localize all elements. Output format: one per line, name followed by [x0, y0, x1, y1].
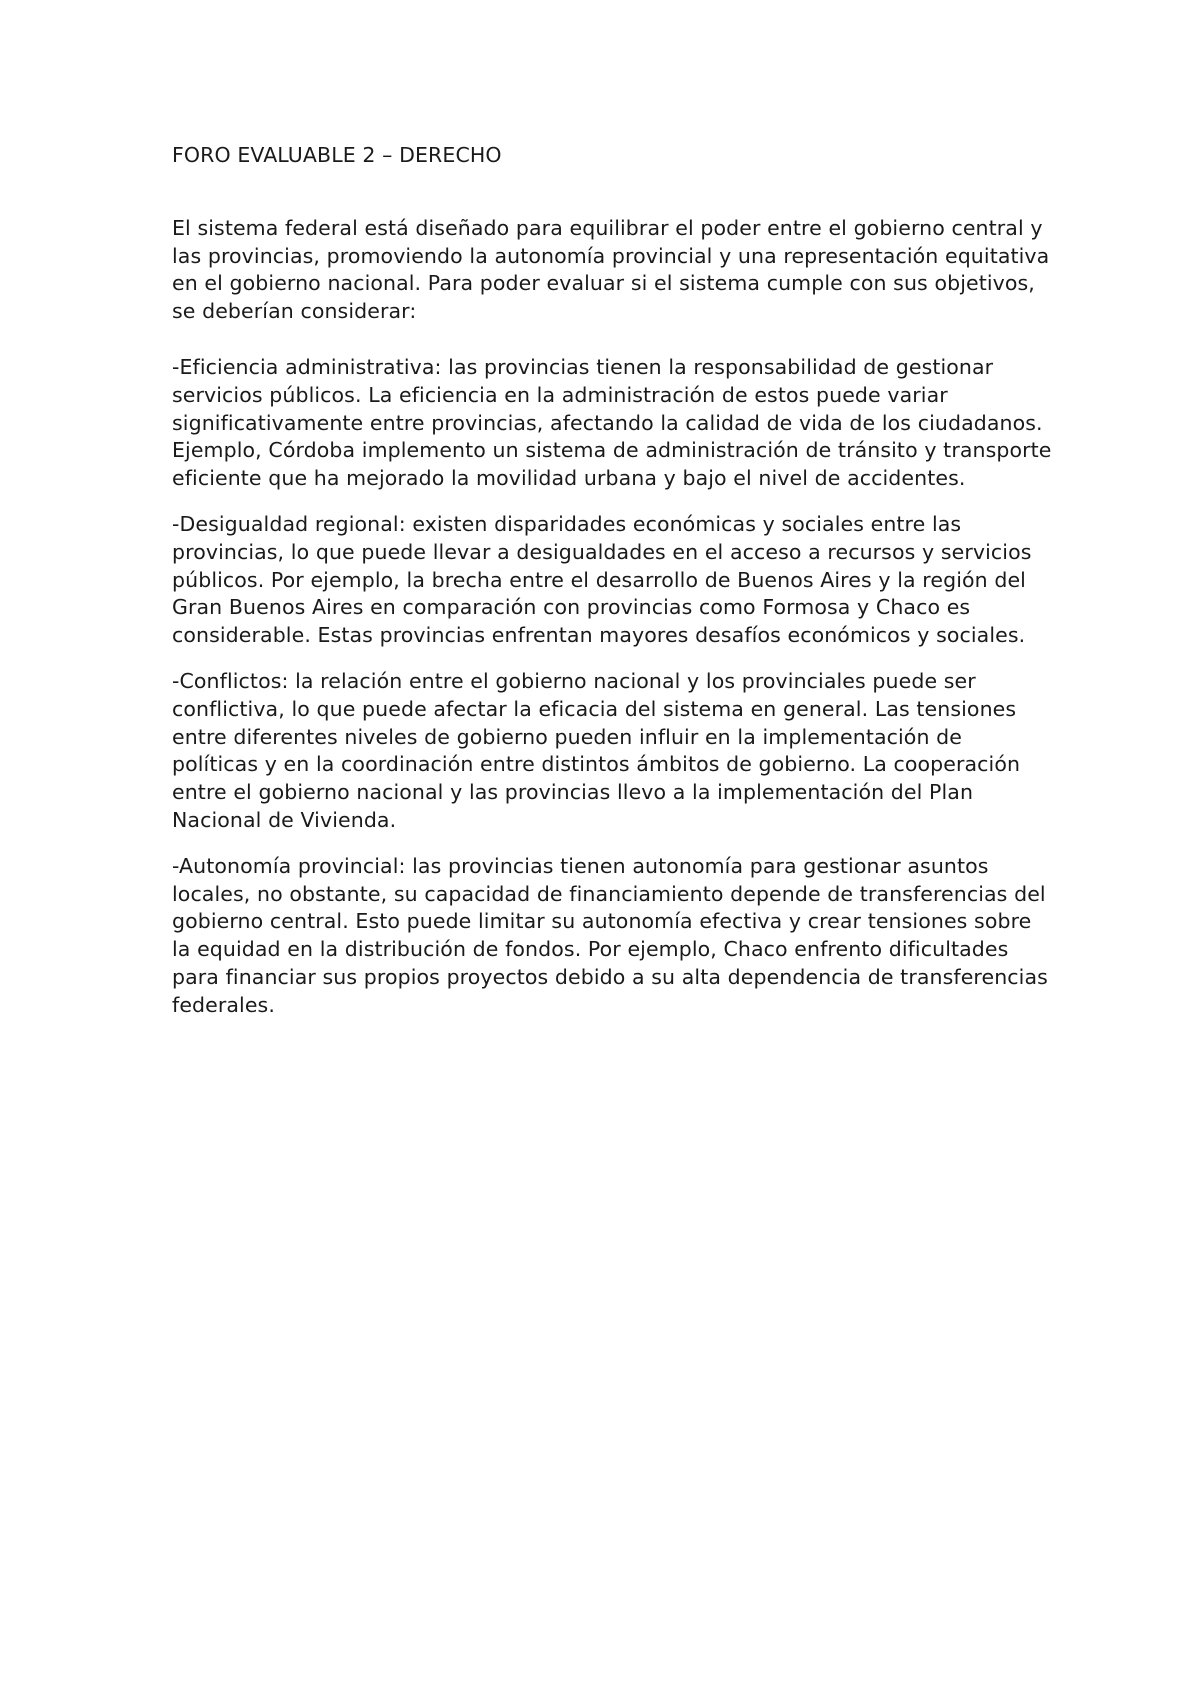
paragraph-conflictos: -Conflictos: la relación entre el gobierno nacional y los provinciales puede ser conflictiva, lo que puede afectar la eficacia del sistema en general. Las tensiones entre diferentes niveles de gobierno pueden influir en la implementación de políticas y en la coordinación entre distintos ámbitos de gobierno. La cooperación entre el gobierno nacional y las provincias llevo a la implementación del Plan Nacional de Vivienda.: [172, 668, 1021, 832]
intro-paragraph: El sistema federal está diseñado para equilibrar el poder entre el gobierno central y las provincias, promoviendo la autonomía provincial y una representación equitativa en el gobierno nacional. Para poder evaluar si el sistema cumple con sus objetivos, se deberían considerar:: [172, 215, 1050, 324]
paragraph-eficiencia: -Eficiencia administrativa: las provincias tienen la responsabilidad de gestionar servicios públicos. La eficiencia en la administración de estos puede variar significativamente entre provincias, afectando la calidad de vida de los ciudadanos. Ejemplo, Córdoba implemento un sistema de administración de tránsito y transporte eficiente que ha mejorado la movilidad urbana y bajo el nivel de accidentes.: [172, 354, 1052, 491]
paragraph-desigualdad: -Desigualdad regional: existen disparidades económicas y sociales entre las provincias, lo que puede llevar a desigualdades en el acceso a recursos y servicios públicos. Por ejemplo, la brecha entre el desarrollo de Buenos Aires y la región del Gran Buenos Aires en comparación con provincias como Formosa y Chaco es considerable. Estas provincias enfrentan mayores desafíos económicos y sociales.: [172, 511, 1032, 648]
document-body: [172, 142, 1052, 1038]
document-title: FORO EVALUABLE 2 – DERECHO: [172, 143, 502, 167]
paragraph-autonomia: -Autonomía provincial: las provincias tienen autonomía para gestionar asuntos locales, no obstante, su capacidad de financiamiento depende de transferencias del gobierno central. Esto puede limitar su autonomía efectiva y crear tensiones sobre la equidad en la distribución de fondos. Por ejemplo, Chaco enfrento dificultades para financiar sus propios proyectos debido a su alta dependencia de transferencias federales.: [172, 853, 1048, 1017]
